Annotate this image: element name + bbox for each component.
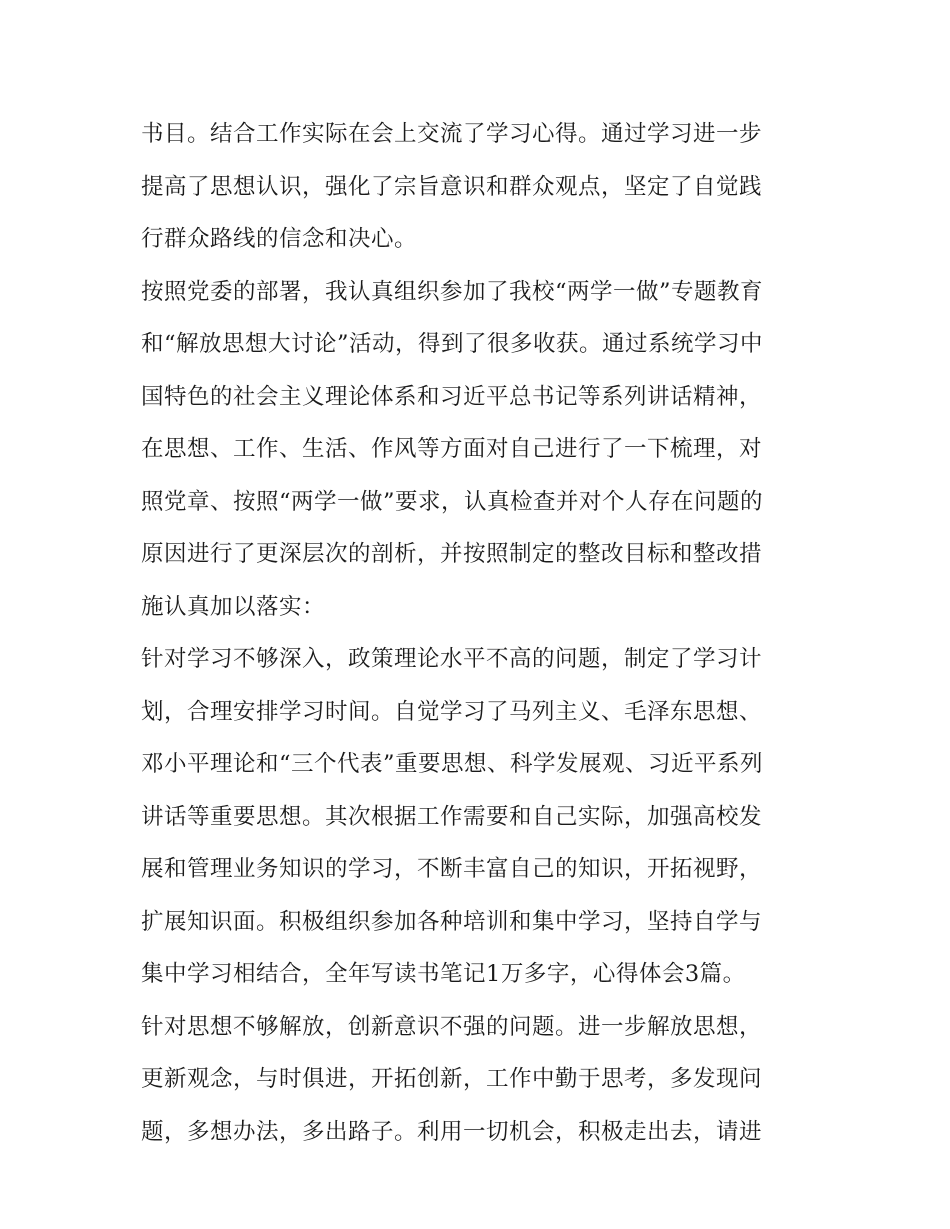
text-line: 提高了思想认识，强化了宗旨意识和群众观点，坚定了自觉践 (141, 173, 763, 200)
text-line: 原因进行了更深层次的剖析，并按照制定的整改目标和整改措 (141, 541, 763, 567)
text-line: 和“解放思想大讨论”活动，得到了很多收获。通过系统学习中 (141, 331, 764, 357)
text-line: 书目。结合工作实际在会上交流了学习心得。通过学习进一步 (141, 121, 763, 147)
text-line: 讲话等重要思想。其次根据工作需要和自己实际，加强高校发 (141, 803, 763, 830)
text-line: 按照党委的部署，我认真组织参加了我校“两学一做”专题教育 (141, 278, 764, 305)
text-line: 行群众路线的信念和决心。 (141, 226, 418, 252)
text-line: 施认真加以落实： (141, 593, 326, 620)
text-line: 更新观念，与时俱进，开拓创新，工作中勤于思考，多发现问 (141, 1066, 763, 1092)
text-line: 划，合理安排学习时间。自觉学习了马列主义、毛泽东思想、 (141, 698, 763, 725)
text-line: 照党章、按照“两学一做”要求，认真检查并对个人存在问题的 (141, 488, 764, 515)
text-line: 扩展知识面。积极组织参加各种培训和集中学习，坚持自学与 (141, 908, 763, 935)
text-line: 在思想、工作、生活、作风等方面对自己进行了一下梳理，对 (141, 436, 763, 462)
text-line: 国特色的社会主义理论体系和习近平总书记等系列讲话精神， (141, 383, 763, 410)
text-line: 针对学习不够深入，政策理论水平不高的问题，制定了学习计 (141, 646, 763, 672)
text-line: 集中学习相结合，全年写读书笔记1万多字，心得体会3篇。 (141, 961, 746, 987)
document-body (141, 108, 821, 1158)
text-line: 针对思想不够解放，创新意识不强的问题。进一步解放思想， (141, 1013, 763, 1040)
text-line: 展和管理业务知识的学习，不断丰富自己的知识，开拓视野， (141, 856, 763, 882)
text-line: 邓小平理论和“三个代表”重要思想、科学发展观、习近平系列 (141, 751, 764, 777)
text-line: 题，多想办法，多出路子。利用一切机会，积极走出去，请进 (141, 1118, 763, 1145)
